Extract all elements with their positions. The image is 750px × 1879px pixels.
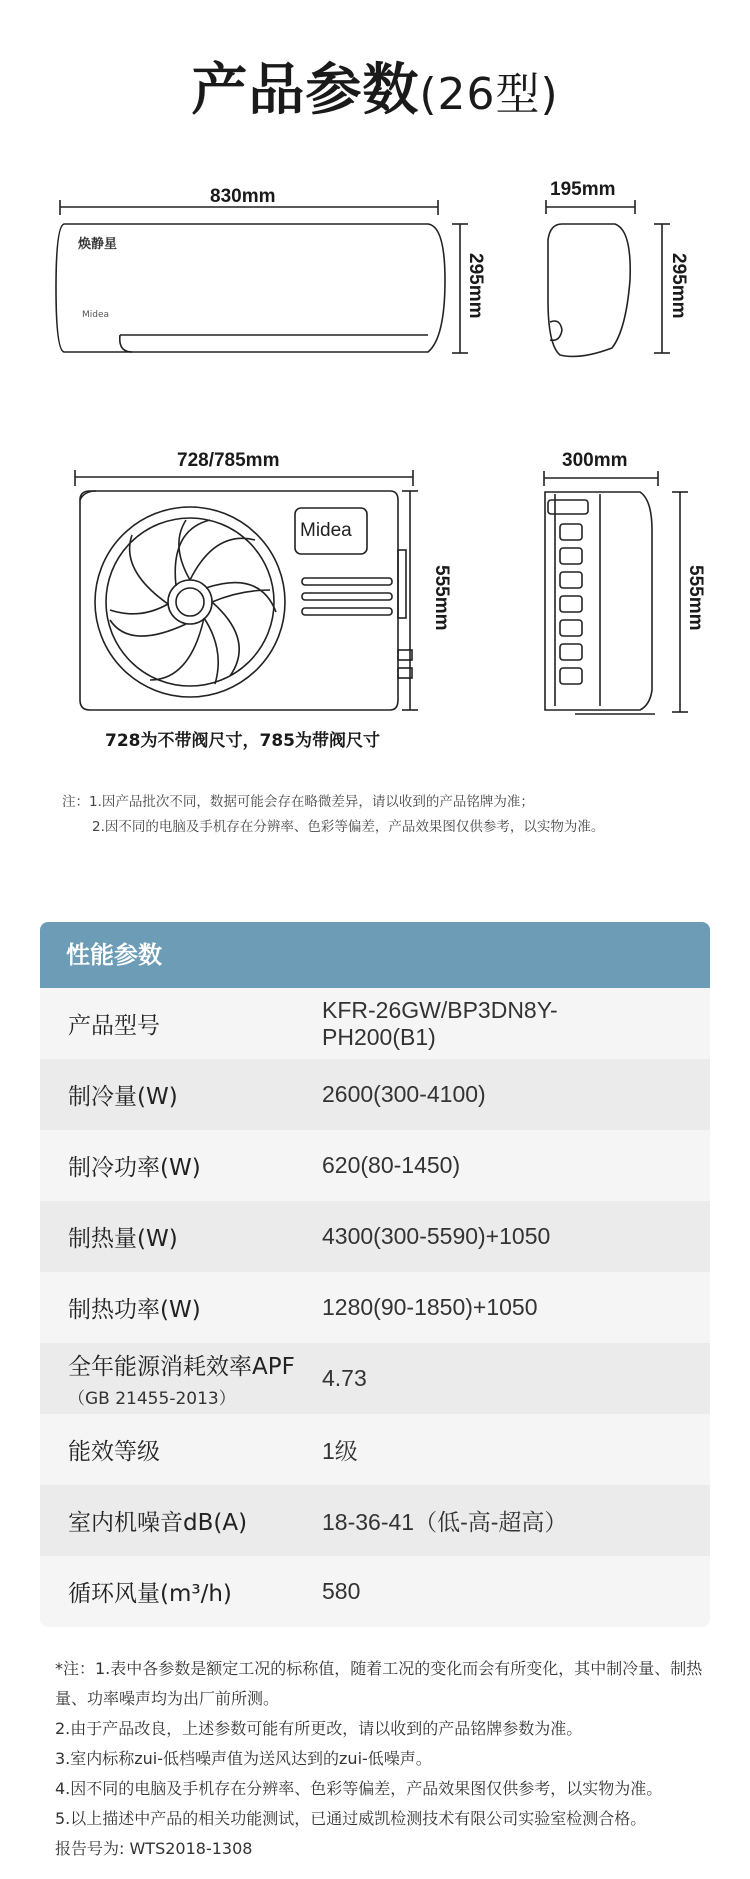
row-value: 1级 xyxy=(322,1438,358,1464)
report-number: 报告号为: WTS2018-1308 xyxy=(55,1839,253,1858)
outdoor-brand-logo: Midea xyxy=(300,520,352,541)
dimension-diagram xyxy=(0,0,750,760)
footnote-4: 4.因不同的电脑及手机存在分辨率、色彩等偏差，产品效果图仅供参考，以实物为准。 xyxy=(55,1779,663,1798)
outdoor-width-label: 728/785mm xyxy=(177,450,280,471)
table-row xyxy=(40,1272,710,1343)
dimension-caption: 728为不带阀尺寸，785为带阀尺寸 xyxy=(105,731,380,751)
row-value: 2600(300-4100) xyxy=(322,1081,486,1107)
row-label-sub: （GB 21455-2013） xyxy=(68,1389,236,1409)
disclaimer-line-2: 2.因不同的电脑及手机存在分辨率、色彩等偏差，产品效果图仅供参考，以实物为准。 xyxy=(92,819,605,835)
table-row xyxy=(40,1414,710,1485)
row-label: 产品型号 xyxy=(68,1013,160,1039)
row-label-main: 全年能源消耗效率APF xyxy=(68,1354,295,1380)
disclaimer xyxy=(62,790,604,840)
row-label: 室内机噪音dB(A) xyxy=(68,1510,248,1536)
title-main: 产品参数 xyxy=(191,58,420,123)
outdoor-height-label: 555mm xyxy=(431,565,452,631)
table-row xyxy=(40,988,710,1059)
table-row xyxy=(40,1059,710,1130)
indoor-height-label: 295mm xyxy=(465,253,486,319)
indoor-series-logo: 焕静星 xyxy=(78,237,118,252)
table-row xyxy=(40,1201,710,1272)
row-value: 4300(300-5590)+1050 xyxy=(322,1223,551,1249)
indoor-width-label: 830mm xyxy=(210,186,276,207)
row-label xyxy=(40,1348,322,1409)
row-label: 能效等级 xyxy=(68,1439,160,1465)
outdoor-depth-label: 300mm xyxy=(562,450,628,471)
table-row xyxy=(40,1130,710,1201)
row-value: 18-36-41（低-高-超高） xyxy=(322,1509,568,1535)
row-label: 制冷功率(W) xyxy=(68,1155,201,1181)
indoor-depth-height-label: 295mm xyxy=(668,253,689,319)
footnote-2: 2.由于产品改良，上述参数可能有所更改，请以收到的产品铭牌参数为准。 xyxy=(55,1719,583,1738)
table-row xyxy=(40,1485,710,1556)
row-value: KFR-26GW/BP3DN8Y-PH200(B1) xyxy=(322,996,558,1050)
fan-grille xyxy=(95,507,285,697)
footnote-1: *注：1.表中各参数是额定工况的标称值，随着工况的变化而会有所变化，其中制冷量、制热量、功率噪声均为出厂前所测。 xyxy=(55,1659,703,1708)
outdoor-depth-height-label: 555mm xyxy=(685,565,706,631)
row-label: 循环风量(m³/h) xyxy=(68,1581,232,1607)
indoor-depth-label: 195mm xyxy=(550,179,616,200)
footnotes xyxy=(55,1654,715,1864)
footnote-5: 5.以上描述中产品的相关功能测试，已通过威凯检测技术有限公司实验室检测合格。 xyxy=(55,1809,647,1828)
row-value: 4.73 xyxy=(322,1365,367,1391)
row-value: 1280(90-1850)+1050 xyxy=(322,1294,538,1320)
table-row xyxy=(40,1556,710,1627)
footnote-3: 3.室内标称zui-低档噪声值为送风达到的zui-低噪声。 xyxy=(55,1749,432,1768)
row-label: 制冷量(W) xyxy=(68,1084,178,1110)
row-label: 制热量(W) xyxy=(68,1226,178,1252)
title-sub: (26型) xyxy=(419,69,559,120)
table-row xyxy=(40,1343,710,1414)
indoor-brand-logo: Midea xyxy=(82,310,110,320)
row-label: 制热功率(W) xyxy=(68,1297,201,1323)
disclaimer-line-1: 注：1.因产品批次不同，数据可能会存在略微差异，请以收到的产品铭牌为准； xyxy=(62,794,534,810)
row-value: 580 xyxy=(322,1578,361,1604)
spec-table-header: 性能参数 xyxy=(40,922,710,988)
spec-table xyxy=(40,922,710,1627)
row-value: 620(80-1450) xyxy=(322,1152,461,1178)
